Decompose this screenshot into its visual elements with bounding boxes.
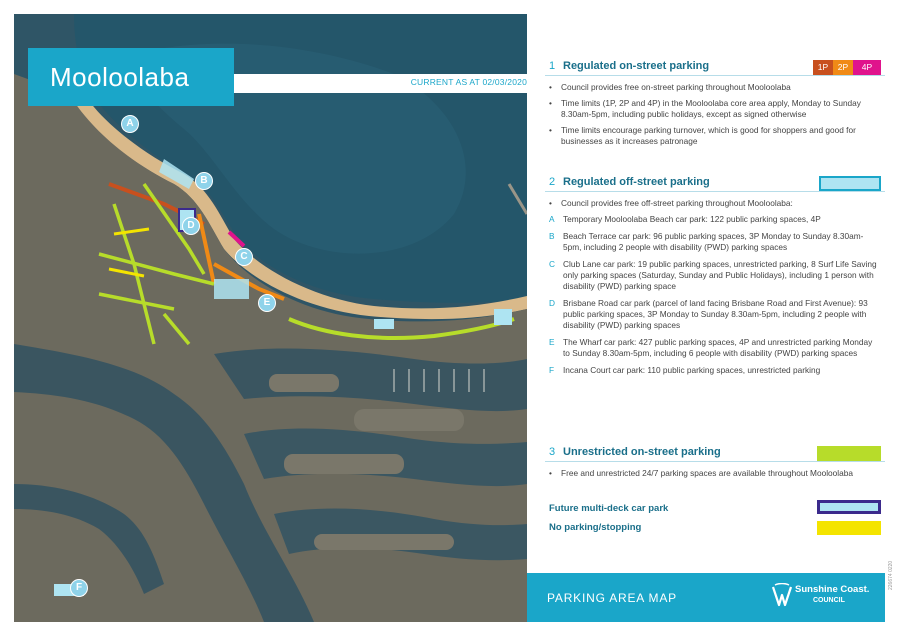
section2-list — [549, 198, 879, 382]
map-title-box — [28, 48, 234, 106]
current-as-at: CURRENT AS AT 02/03/2020 — [410, 77, 527, 87]
list-item: • Time limits (1P, 2P and 4P) in the Mooloolaba core area apply, Monday to Sunday 8.30am-5pm, including public holidays, except as signed otherwise — [549, 98, 879, 120]
section-number: 1 — [549, 60, 556, 72]
section1-bullets — [549, 82, 879, 152]
future-multi-deck-swatch — [817, 500, 881, 514]
marker-a[interactable]: A — [121, 115, 139, 133]
section-number: 3 — [549, 446, 556, 458]
swatch-1p: 1P — [813, 60, 833, 75]
section-unrestricted-on-street — [545, 446, 885, 462]
parking-map[interactable] — [14, 14, 527, 622]
section-title: Regulated on-street parking — [563, 60, 710, 72]
no-parking-label: No parking/stopping — [549, 522, 642, 533]
document-code: 226674 0220 — [888, 560, 894, 590]
future-multi-deck-label: Future multi-deck car park — [549, 503, 669, 514]
marker-c[interactable]: C — [235, 248, 253, 266]
footer-bar — [527, 573, 885, 622]
section-regulated-on-street — [545, 60, 885, 76]
section-number: 2 — [549, 176, 556, 188]
swatch-4p: 4P — [853, 60, 881, 75]
list-item: • Free and unrestricted 24/7 parking spaces are available throughout Mooloolaba — [549, 468, 879, 479]
section-title: Regulated off-street parking — [563, 176, 710, 188]
section-regulated-off-street — [545, 176, 885, 192]
footer-title: PARKING AREA MAP — [547, 591, 677, 605]
car-park-b: B Beach Terrace car park: 96 public parking spaces, 3P Monday to Sunday 8.30am-5pm, including 2 people with disability (PWD) parking spaces — [549, 231, 864, 252]
time-limit-swatches — [813, 60, 881, 75]
marker-f[interactable]: F — [70, 579, 88, 597]
unrestricted-swatch — [817, 446, 881, 461]
no-parking-swatch — [817, 521, 881, 535]
sunshine-coast-logo-icon — [771, 583, 793, 609]
car-park-d: D Brisbane Road car park (parcel of land facing Brisbane Road and First Avenue): 93 public parking spaces, 3P Monday to Sunday 8.30am-5pm, including 2 people with disability (PWD) parking spaces — [549, 298, 868, 330]
off-street-swatch — [819, 176, 881, 191]
list-item: • Council provides free on-street parking throughout Mooloolaba — [549, 82, 879, 93]
marker-b[interactable]: B — [195, 172, 213, 190]
car-park-c: C Club Lane car park: 19 public parking spaces, unrestricted parking, 8 Surf Life Saving only parking spaces (Saturday, Sunday and Public Holidays), including 1 person with disability (PWD) parking space — [549, 259, 877, 291]
car-park-e: E The Wharf car park: 427 public parking spaces, 4P and unrestricted parking Monday to Sunday 8.30am-5pm, including 6 people with disability (PWD) parking spaces — [549, 337, 873, 358]
car-park-a: A Temporary Mooloolaba Beach car park: 122 public parking spaces, 4P — [549, 214, 821, 224]
list-item: • Council provides free off-street parking throughout Mooloolaba: — [549, 198, 879, 209]
car-park-f: F Incana Court car park: 110 public parking spaces, unrestricted parking — [549, 365, 821, 375]
section-title: Unrestricted on-street parking — [563, 446, 721, 458]
map-title: Mooloolaba — [50, 62, 190, 92]
logo-line2: COUNCIL — [813, 597, 845, 604]
section3-bullets — [549, 468, 879, 484]
swatch-2p: 2P — [833, 60, 853, 75]
list-item: • Time limits encourage parking turnover, which is good for shoppers and good for businesses as it increases patronage — [549, 125, 879, 147]
map-title-strip — [234, 74, 527, 93]
marker-d[interactable]: D — [182, 217, 200, 235]
marker-e[interactable]: E — [258, 294, 276, 312]
logo-line1: Sunshine Coast. — [795, 584, 870, 595]
